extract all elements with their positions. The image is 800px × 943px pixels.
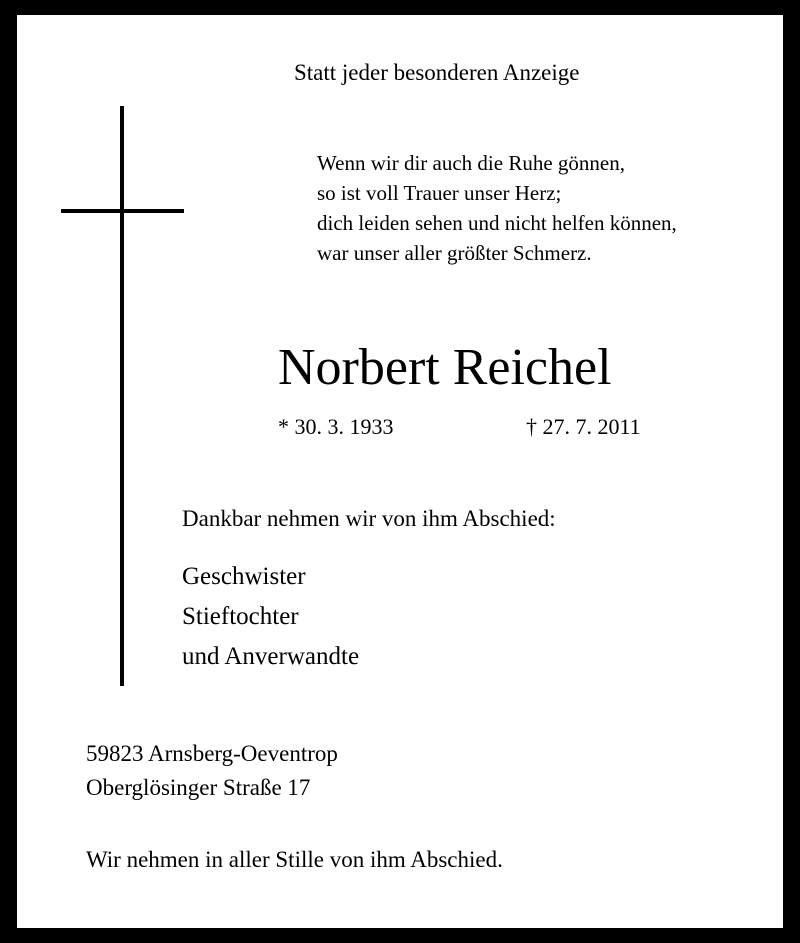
deceased-name: Norbert Reichel <box>278 339 612 396</box>
thanks-line: Dankbar nehmen wir von ihm Abschied: <box>182 506 556 531</box>
closing-line: Wir nehmen in aller Stille von ihm Abschied. <box>86 847 503 872</box>
cross-vertical-bar <box>120 106 124 686</box>
mourner-entry: und Anverwandte <box>182 643 360 670</box>
verse-line: war unser aller größter Schmerz. <box>317 241 592 265</box>
verse-line: so ist voll Trauer unser Herz; <box>317 181 562 205</box>
birth-date: * 30. 3. 1933 <box>278 414 394 439</box>
death-date: † 27. 7. 2011 <box>526 414 641 439</box>
mourners-list <box>182 557 359 677</box>
cross-horizontal-bar <box>61 209 184 213</box>
verse-line: dich leiden sehen und nicht helfen können, <box>317 211 677 235</box>
mourner-entry: Stieftochter <box>182 603 299 630</box>
header-line: Statt jeder besonderen Anzeige <box>294 60 580 85</box>
verse <box>317 148 677 268</box>
mourner-entry: Geschwister <box>182 563 306 590</box>
address-line: Oberglösinger Straße 17 <box>86 775 311 800</box>
address-line: 59823 Arnsberg-Oeventrop <box>86 741 338 766</box>
verse-line: Wenn wir dir auch die Ruhe gönnen, <box>317 151 625 175</box>
address-block <box>86 737 338 805</box>
